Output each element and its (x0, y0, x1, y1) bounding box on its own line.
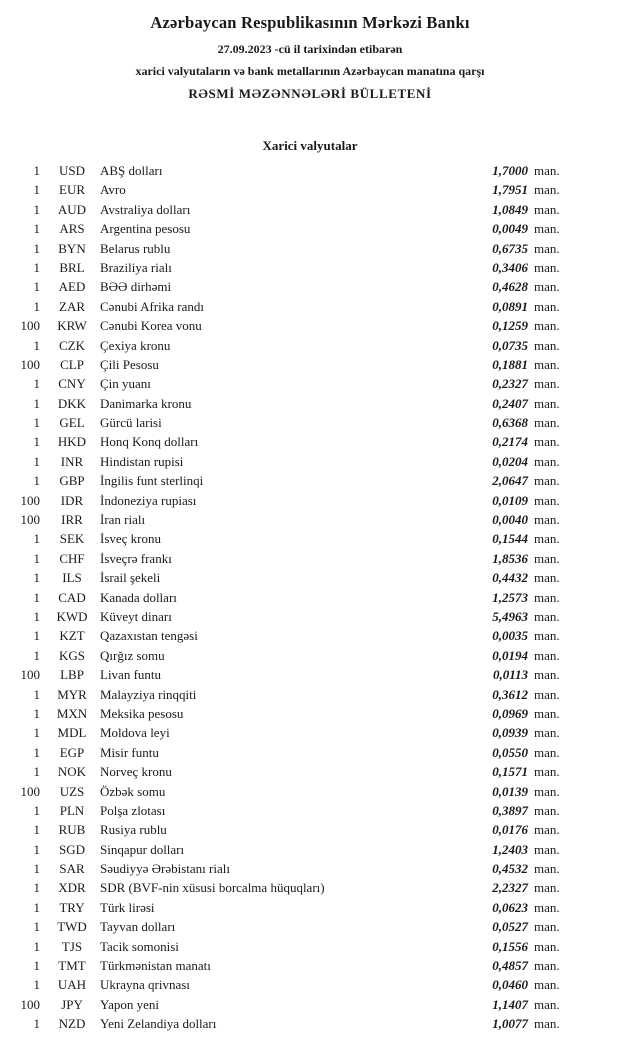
unit-label: man. (534, 744, 560, 760)
currency-code: KZT (59, 628, 85, 644)
currency-name: Çin yuanı (100, 376, 151, 392)
table-row (16, 956, 566, 975)
currency-name: İsveç kronu (100, 531, 162, 547)
currency-code: MXN (56, 705, 88, 721)
currency-name: Türk lirəsi (100, 899, 155, 915)
currency-rate: 5,4963 (492, 608, 528, 624)
effective-date-line: 27.09.2023 -cü il tarixindən etibarən (217, 42, 403, 56)
table-row (16, 355, 566, 374)
table-row (16, 277, 566, 296)
currency-name: BƏƏ dirhəmi (100, 279, 172, 295)
row-nominal: 1 (33, 802, 40, 818)
table-row (16, 200, 566, 219)
unit-label: man. (534, 861, 560, 877)
row-nominal: 1 (33, 977, 40, 993)
currency-rate: 0,3612 (492, 686, 528, 702)
currency-code: UAH (57, 977, 87, 993)
row-nominal: 1 (33, 376, 40, 392)
unit-label: man. (534, 415, 560, 431)
currency-name: Belarus rublu (100, 240, 171, 256)
table-row (16, 297, 566, 316)
currency-code: TJS (61, 938, 83, 954)
currency-code: KRW (57, 318, 87, 334)
table-row (16, 646, 566, 665)
currency-code: CAD (58, 589, 86, 605)
row-nominal: 1 (33, 221, 40, 237)
currency-rate: 0,2327 (492, 376, 528, 392)
row-nominal: 1 (33, 570, 40, 586)
unit-label: man. (534, 783, 560, 799)
bulletin-title: RƏSMİ MƏZƏNNƏLƏRİ BÜLLETENİ (188, 86, 432, 101)
unit-label: man. (534, 647, 560, 663)
currency-rate: 1,1407 (492, 996, 528, 1012)
currency-code: TRY (59, 899, 85, 915)
currency-rate: 0,0139 (492, 783, 528, 799)
currency-name: İngilis funt sterlinqi (100, 473, 204, 489)
unit-label: man. (534, 434, 560, 450)
row-nominal: 1 (33, 861, 40, 877)
table-row (16, 239, 566, 258)
row-nominal: 1 (33, 880, 40, 896)
row-nominal: 1 (33, 647, 40, 663)
currency-code: MYR (57, 686, 87, 702)
unit-label: man. (534, 182, 560, 198)
table-row (16, 432, 566, 451)
table-row (16, 801, 566, 820)
currency-code: GBP (59, 473, 85, 489)
table-row (16, 782, 566, 801)
currency-name: Kanada dolları (100, 589, 177, 605)
currency-rate: 0,0969 (492, 705, 528, 721)
row-nominal: 100 (20, 783, 40, 799)
row-nominal: 1 (33, 938, 40, 954)
row-nominal: 1 (33, 958, 40, 974)
table-row (16, 588, 566, 607)
row-nominal: 1 (33, 473, 40, 489)
unit-label: man. (534, 667, 560, 683)
currency-name: Çili Pesosu (100, 356, 159, 372)
row-nominal: 1 (33, 705, 40, 721)
bulletin-header (0, 13, 620, 102)
currency-code: CHF (59, 550, 85, 566)
row-nominal: 1 (33, 550, 40, 566)
currency-code: ARS (59, 221, 85, 237)
currency-name: Honq Konq dolları (100, 434, 199, 450)
table-row (16, 704, 566, 723)
unit-label: man. (534, 705, 560, 721)
unit-label: man. (534, 221, 560, 237)
row-nominal: 1 (33, 337, 40, 353)
unit-label: man. (534, 163, 560, 178)
currency-code: AED (58, 279, 86, 295)
currency-code: ZAR (59, 298, 85, 314)
unit-label: man. (534, 318, 560, 334)
row-nominal: 1 (33, 182, 40, 198)
currency-rate: 0,0113 (492, 667, 528, 683)
unit-label: man. (534, 492, 560, 508)
unit-label: man. (534, 919, 560, 935)
unit-label: man. (534, 240, 560, 256)
currency-name: Tacik somonisi (100, 938, 179, 954)
unit-label: man. (534, 550, 560, 566)
unit-label: man. (534, 201, 560, 217)
table-row (16, 859, 566, 878)
row-nominal: 1 (33, 608, 40, 624)
currency-rate: 1,7000 (492, 163, 528, 178)
table-row (16, 374, 566, 393)
currency-name: Qazaxıstan tengəsi (100, 628, 198, 644)
table-row (16, 491, 566, 510)
table-row (16, 529, 566, 548)
row-nominal: 1 (33, 822, 40, 838)
row-nominal: 1 (33, 395, 40, 411)
currency-name: Avstraliya dolları (100, 201, 191, 217)
table-row (16, 336, 566, 355)
unit-label: man. (534, 279, 560, 295)
row-nominal: 1 (33, 744, 40, 760)
currency-name: Küveyt dinarı (100, 608, 172, 624)
currency-name: Rusiya rublu (100, 822, 167, 838)
table-row (16, 840, 566, 859)
row-nominal: 1 (33, 259, 40, 275)
currency-code: RUB (58, 822, 86, 838)
currency-rate: 0,3406 (492, 259, 528, 275)
row-nominal: 1 (33, 919, 40, 935)
currency-code: ILS (62, 570, 82, 586)
unit-label: man. (534, 512, 560, 528)
currency-rate: 0,0460 (492, 977, 528, 993)
row-nominal: 1 (33, 279, 40, 295)
row-nominal: 100 (20, 512, 40, 528)
unit-label: man. (534, 473, 560, 489)
currency-code: EGP (59, 744, 85, 760)
table-row (16, 452, 566, 471)
currency-name: Misir funtu (100, 744, 159, 760)
currency-name: Qırğız somu (100, 647, 165, 663)
currency-rate: 1,0077 (492, 1016, 528, 1032)
row-nominal: 1 (33, 764, 40, 780)
row-nominal: 100 (20, 667, 40, 683)
table-row (16, 665, 566, 684)
currency-rate: 0,2407 (492, 395, 528, 411)
table-row (16, 743, 566, 762)
currency-name: İsveçrə frankı (100, 550, 172, 566)
unit-label: man. (534, 570, 560, 586)
currency-rate: 0,0623 (492, 899, 528, 915)
table-row (16, 820, 566, 839)
table-row (16, 723, 566, 742)
currency-rate: 1,8536 (492, 550, 528, 566)
unit-label: man. (534, 764, 560, 780)
unit-label: man. (534, 958, 560, 974)
currency-name: İran rialı (100, 512, 146, 528)
unit-label: man. (534, 725, 560, 741)
currency-rate: 0,1881 (492, 356, 528, 372)
currency-rate: 0,0194 (492, 647, 528, 663)
currency-rate: 0,0176 (492, 822, 528, 838)
unit-label: man. (534, 628, 560, 644)
currency-code: TWD (57, 919, 87, 935)
currency-code: JPY (61, 996, 83, 1012)
currency-rate: 1,0849 (492, 201, 528, 217)
table-row (16, 685, 566, 704)
bank-title: Azərbaycan Respublikasının Mərkəzi Bankı (150, 13, 470, 32)
currency-code: IRR (61, 512, 83, 528)
currency-code: UZS (59, 783, 85, 799)
rates-table-body (16, 161, 566, 1034)
table-row (16, 180, 566, 199)
row-nominal: 100 (20, 318, 40, 334)
currency-code: MDL (57, 725, 87, 741)
currency-name: Hindistan rupisi (100, 453, 184, 469)
currency-rate: 0,0550 (492, 744, 528, 760)
currency-name: İsrail şekeli (100, 570, 161, 586)
row-nominal: 1 (33, 531, 40, 547)
currency-rate: 2,2327 (492, 880, 528, 896)
currency-name: Sinqapur dolları (100, 841, 185, 857)
table-row (16, 161, 566, 180)
currency-name: Meksika pesosu (100, 705, 184, 721)
currency-rate: 0,0735 (492, 337, 528, 353)
table-row (16, 607, 566, 626)
row-nominal: 1 (33, 434, 40, 450)
row-nominal: 100 (20, 492, 40, 508)
bulletin-subtitle: xarici valyutaların və bank metallarının Azərbaycan manatına qarşı (135, 64, 485, 78)
currency-rate: 0,1259 (492, 318, 528, 334)
currency-code: BRL (59, 259, 85, 275)
currency-name: Türkmənistan manatı (100, 958, 211, 974)
table-row (16, 995, 566, 1014)
row-nominal: 1 (33, 201, 40, 217)
currency-rate: 0,0109 (492, 492, 528, 508)
row-nominal: 100 (20, 356, 40, 372)
currency-rate: 0,3897 (492, 802, 528, 818)
row-nominal: 1 (33, 589, 40, 605)
currency-rate: 0,0204 (492, 453, 528, 469)
row-nominal: 100 (20, 996, 40, 1012)
unit-label: man. (534, 395, 560, 411)
row-nominal: 1 (33, 1016, 40, 1032)
row-nominal: 1 (33, 725, 40, 741)
unit-label: man. (534, 802, 560, 818)
currency-rate: 0,4628 (492, 279, 528, 295)
currency-code: INR (60, 453, 84, 469)
table-row (16, 471, 566, 490)
table-row (16, 917, 566, 936)
row-nominal: 1 (33, 163, 40, 178)
table-row (16, 394, 566, 413)
row-nominal: 1 (33, 453, 40, 469)
row-nominal: 1 (33, 841, 40, 857)
table-row (16, 258, 566, 277)
currency-rate: 0,0049 (492, 221, 528, 237)
currency-code: GEL (59, 415, 85, 431)
currency-code: NZD (58, 1016, 86, 1032)
currency-name: Tayvan dolları (100, 919, 176, 935)
currency-name: Argentina pesosu (100, 221, 191, 237)
currency-code: USD (58, 163, 85, 178)
row-nominal: 1 (33, 415, 40, 431)
currency-code: KGS (58, 647, 85, 663)
unit-label: man. (534, 880, 560, 896)
currency-code: KWD (56, 608, 88, 624)
currency-name: Cənubi Afrika randı (100, 298, 204, 314)
currency-rate: 0,4857 (492, 958, 528, 974)
currency-code: SAR (59, 861, 85, 877)
table-row (16, 316, 566, 335)
currency-code: AUD (57, 201, 87, 217)
unit-label: man. (534, 608, 560, 624)
currency-code: BYN (58, 240, 86, 256)
unit-label: man. (534, 589, 560, 605)
unit-label: man. (534, 977, 560, 993)
currency-name: Ukrayna qrivnası (100, 977, 190, 993)
currency-code: TMT (58, 958, 86, 974)
unit-label: man. (534, 356, 560, 372)
currency-code: PLN (59, 802, 85, 818)
table-row (16, 219, 566, 238)
currency-rate: 0,0035 (492, 628, 528, 644)
currency-code: SEK (59, 531, 85, 547)
currency-rate: 0,2174 (492, 434, 528, 450)
currency-rate: 0,1556 (492, 938, 528, 954)
currency-code: IDR (60, 492, 84, 508)
rates-table (0, 161, 620, 1034)
currency-name: Cənubi Korea vonu (100, 318, 202, 334)
currency-code: CZK (59, 337, 85, 353)
row-nominal: 1 (33, 686, 40, 702)
unit-label: man. (534, 899, 560, 915)
currency-name: Yapon yeni (100, 996, 159, 1012)
currency-name: Gürcü larisi (100, 415, 162, 431)
table-row (16, 878, 566, 897)
row-nominal: 1 (33, 298, 40, 314)
unit-label: man. (534, 531, 560, 547)
currency-rate: 1,2573 (492, 589, 528, 605)
currency-code: XDR (58, 880, 86, 896)
currency-code: DKK (57, 395, 87, 411)
currency-rate: 2,0647 (492, 473, 528, 489)
row-nominal: 1 (33, 628, 40, 644)
currency-rate: 0,1571 (492, 764, 528, 780)
currency-code: CNY (58, 376, 86, 392)
table-row (16, 568, 566, 587)
currency-code: EUR (59, 182, 85, 198)
currency-name: Yeni Zelandiya dolları (100, 1016, 217, 1032)
table-row (16, 937, 566, 956)
currency-rate: 0,0527 (492, 919, 528, 935)
currency-name: İndoneziya rupiası (100, 492, 197, 508)
currency-name: ABŞ dolları (100, 163, 163, 178)
currency-name: Polşa zlotası (100, 802, 166, 818)
currency-code: CLP (60, 356, 84, 372)
unit-label: man. (534, 259, 560, 275)
row-nominal: 1 (33, 899, 40, 915)
unit-label: man. (534, 1016, 560, 1032)
currency-name: Livan funtu (100, 667, 162, 683)
currency-rate: 0,6735 (492, 240, 528, 256)
currency-name: Özbək somu (100, 783, 166, 799)
currency-code: HKD (57, 434, 87, 450)
unit-label: man. (534, 337, 560, 353)
table-row (16, 762, 566, 781)
currency-name: Çexiya kronu (100, 337, 171, 353)
unit-label: man. (534, 298, 560, 314)
currency-rate: 0,0939 (492, 725, 528, 741)
currency-name: Moldova leyi (100, 725, 170, 741)
table-row (16, 626, 566, 645)
currency-rate: 1,7951 (492, 182, 528, 198)
section-title-foreign-currencies: Xarici valyutalar (262, 138, 358, 153)
currency-name: Səudiyyə Ərəbistanı rialı (100, 861, 230, 877)
currency-rate: 0,4532 (492, 861, 528, 877)
unit-label: man. (534, 996, 560, 1012)
currency-rate: 0,0040 (492, 512, 528, 528)
currency-rate: 0,6368 (492, 415, 528, 431)
currency-name: Danimarka kronu (100, 395, 192, 411)
currency-code: NOK (57, 764, 87, 780)
currency-rate: 0,1544 (492, 531, 528, 547)
table-row (16, 975, 566, 994)
unit-label: man. (534, 822, 560, 838)
unit-label: man. (534, 938, 560, 954)
table-row (16, 413, 566, 432)
currency-rate: 0,0891 (492, 298, 528, 314)
currency-rate: 1,2403 (492, 841, 528, 857)
currency-name: Malayziya rinqqiti (100, 686, 197, 702)
unit-label: man. (534, 453, 560, 469)
currency-rate: 0,4432 (492, 570, 528, 586)
currency-name: Avro (100, 182, 126, 198)
currency-code: LBP (60, 667, 84, 683)
unit-label: man. (534, 841, 560, 857)
currency-name: SDR (BVF-nin xüsusi borcalma hüquqları) (100, 880, 325, 896)
row-nominal: 1 (33, 240, 40, 256)
currency-name: Braziliya rialı (100, 259, 172, 275)
table-row (16, 1014, 566, 1033)
table-row (16, 898, 566, 917)
table-row (16, 549, 566, 568)
currency-code: SGD (58, 841, 85, 857)
currency-name: Norveç kronu (100, 764, 172, 780)
unit-label: man. (534, 376, 560, 392)
unit-label: man. (534, 686, 560, 702)
table-row (16, 510, 566, 529)
